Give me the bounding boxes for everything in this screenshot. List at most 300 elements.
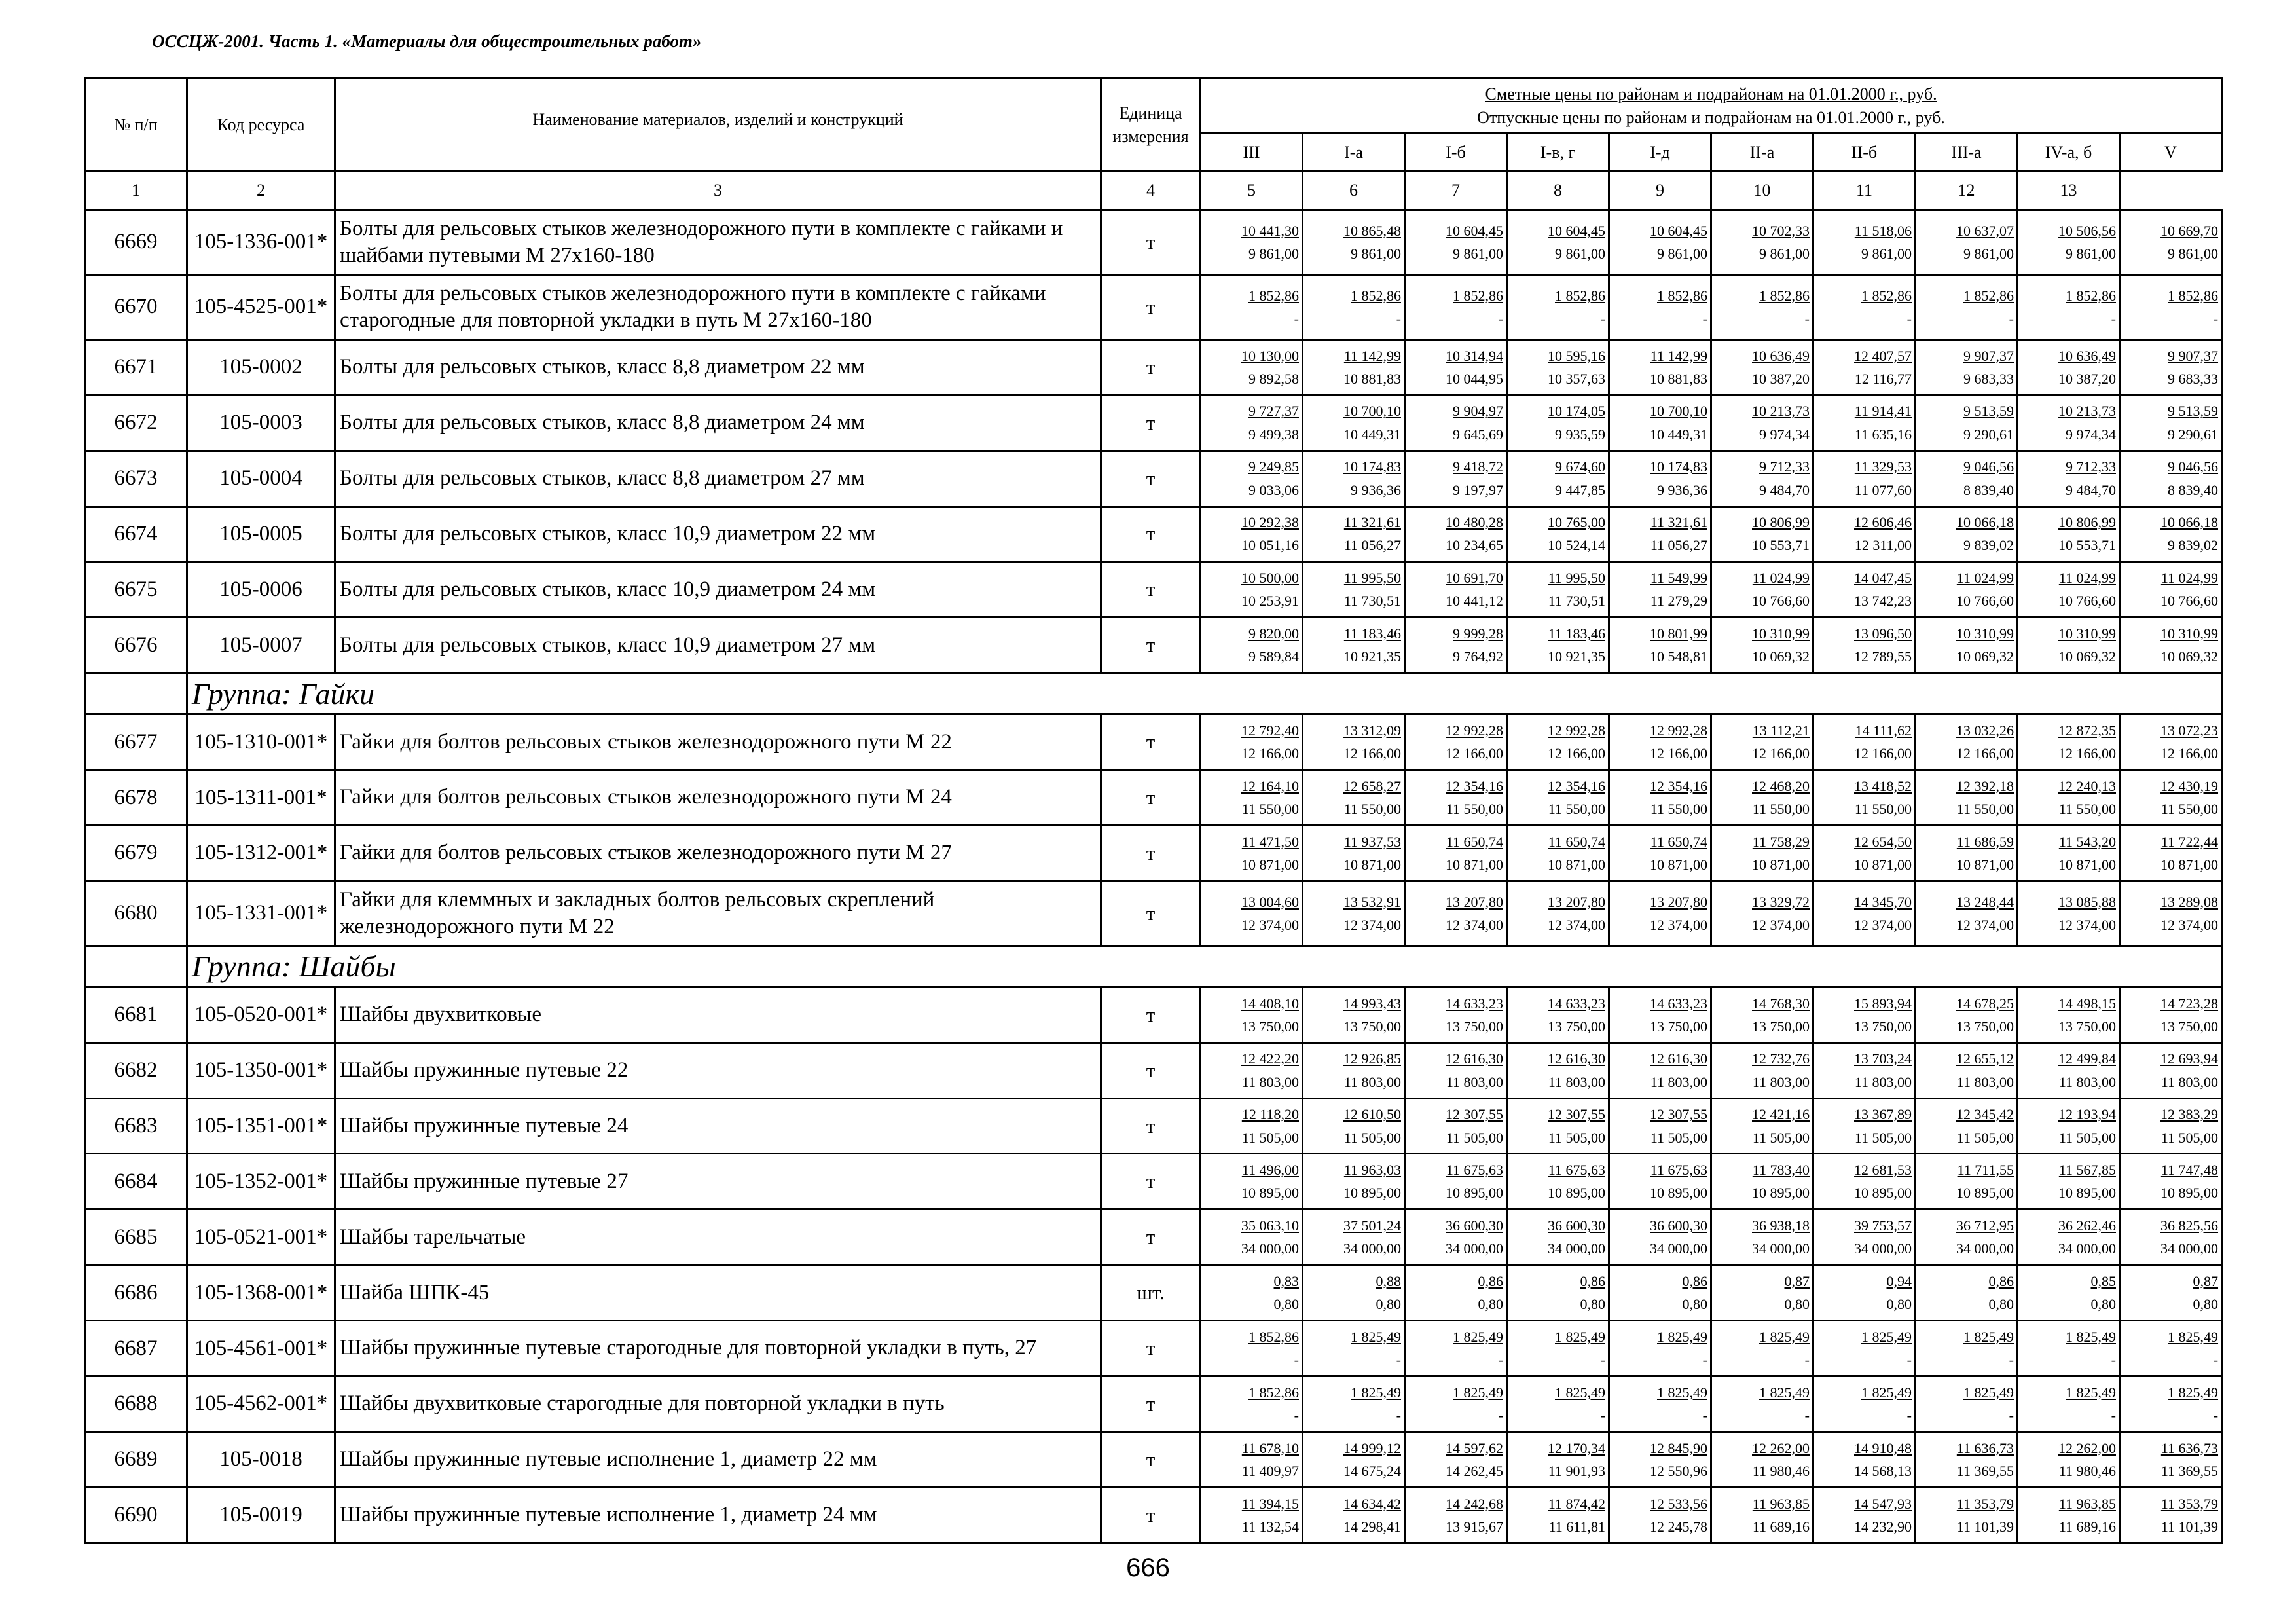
estimate-price: 11 024,99 xyxy=(2058,570,2116,587)
estimate-price: 12 693,94 xyxy=(2160,1050,2219,1067)
release-price: 9 484,70 xyxy=(1759,481,1810,498)
estimate-price: 10 669,70 xyxy=(2160,222,2219,239)
estimate-price: 10 702,33 xyxy=(1752,222,1810,239)
price-cell xyxy=(1303,1431,1405,1487)
release-price: 10 069,32 xyxy=(2058,648,2116,665)
table-row xyxy=(85,210,2222,275)
release-price: - xyxy=(1804,1407,1810,1424)
estimate-price: 12 616,30 xyxy=(1548,1050,1605,1067)
estimate-price: 1 852,86 xyxy=(1453,287,1503,304)
row-number: 6680 xyxy=(85,881,187,946)
release-price: 0,80 xyxy=(1886,1296,1912,1313)
table-row xyxy=(85,825,2222,881)
price-cell xyxy=(2018,881,2120,946)
unit-of-measure: т xyxy=(1101,1487,1201,1543)
estimate-price: 12 307,55 xyxy=(1446,1106,1503,1123)
estimate-price: 11 142,99 xyxy=(1343,347,1401,364)
estimate-price: 11 675,63 xyxy=(1650,1162,1707,1179)
release-price: 9 935,59 xyxy=(1555,426,1605,443)
row-number: 6687 xyxy=(85,1321,187,1376)
row-number: 6689 xyxy=(85,1431,187,1487)
estimate-price: 1 852,86 xyxy=(1759,287,1810,304)
estimate-price: 11 183,46 xyxy=(1548,625,1605,642)
estimate-price: 1 825,49 xyxy=(1351,1328,1401,1345)
release-price: 0,80 xyxy=(1580,1296,1605,1313)
price-cell xyxy=(1507,395,1609,451)
release-price: 34 000,00 xyxy=(1752,1240,1810,1257)
estimate-price: 11 914,41 xyxy=(1854,403,1912,420)
estimate-price: 11 636,73 xyxy=(2160,1439,2219,1456)
price-cell xyxy=(2120,506,2222,562)
material-name: Шайбы двухвитковые xyxy=(335,987,1101,1043)
release-price: 11 409,97 xyxy=(1241,1462,1299,1479)
estimate-price: 12 792,40 xyxy=(1241,722,1299,739)
price-cell xyxy=(1507,987,1609,1043)
release-price: 11 550,00 xyxy=(2058,801,2116,818)
estimate-price: 12 307,55 xyxy=(1548,1106,1605,1123)
estimate-price: 10 310,99 xyxy=(1752,625,1810,642)
price-cell xyxy=(1609,451,1711,506)
group-title: Группа: Шайбы xyxy=(187,946,2222,987)
estimate-price: 1 825,49 xyxy=(2066,1384,2116,1401)
release-price: 14 298,41 xyxy=(1343,1518,1401,1535)
release-price: 10 069,32 xyxy=(1956,648,2014,665)
price-cell xyxy=(1609,1265,1711,1321)
price-cell xyxy=(1507,1154,1609,1209)
estimate-price: 14 910,48 xyxy=(1854,1439,1912,1456)
estimate-price: 11 496,00 xyxy=(1241,1162,1299,1179)
header-region: I-в, г xyxy=(1507,134,1609,172)
estimate-price: 12 193,94 xyxy=(2058,1106,2116,1123)
table-body xyxy=(85,210,2222,1543)
estimate-price: 12 926,85 xyxy=(1343,1050,1401,1067)
release-price: - xyxy=(1396,310,1401,327)
table-row xyxy=(85,618,2222,673)
estimate-price: 1 825,49 xyxy=(2168,1328,2219,1345)
estimate-price: 10 636,49 xyxy=(1752,347,1810,364)
price-cell xyxy=(1711,618,1813,673)
price-cell xyxy=(2018,618,2120,673)
release-price: - xyxy=(1906,310,1912,327)
price-cell xyxy=(1813,562,1916,618)
price-cell xyxy=(1405,1154,1507,1209)
table-row xyxy=(85,339,2222,395)
release-price: 12 374,00 xyxy=(1650,916,1707,933)
material-name: Гайки для болтов рельсовых стыков железнодорожного пути М 22 xyxy=(335,714,1101,770)
release-price: 12 116,77 xyxy=(1854,370,1912,387)
price-cell xyxy=(1507,618,1609,673)
estimate-price: 12 681,53 xyxy=(1854,1162,1912,1179)
table-row xyxy=(85,770,2222,826)
price-cell xyxy=(1609,395,1711,451)
unit-of-measure: т xyxy=(1101,274,1201,339)
estimate-price: 0,86 xyxy=(1580,1272,1605,1289)
price-cell xyxy=(1405,825,1507,881)
price-cell xyxy=(1405,562,1507,618)
material-name: Болты для рельсовых стыков, класс 10,9 диаметром 22 мм xyxy=(335,506,1101,562)
estimate-price: 14 597,62 xyxy=(1446,1439,1503,1456)
table-row xyxy=(85,1154,2222,1209)
estimate-price: 12 392,18 xyxy=(1956,777,2014,794)
price-cell xyxy=(1303,506,1405,562)
release-price: 11 803,00 xyxy=(1343,1073,1401,1090)
estimate-price: 10 700,10 xyxy=(1650,403,1707,420)
price-cell xyxy=(2120,987,2222,1043)
price-cell xyxy=(1711,987,1813,1043)
release-price: 0,80 xyxy=(1478,1296,1503,1313)
price-cell xyxy=(2120,825,2222,881)
price-cell xyxy=(2120,1209,2222,1265)
column-number: 4 xyxy=(1101,172,1201,210)
estimate-price: 12 992,28 xyxy=(1446,722,1503,739)
price-cell xyxy=(1711,1098,1813,1154)
release-price: 11 101,39 xyxy=(1956,1518,2014,1535)
release-price: 11 730,51 xyxy=(1548,593,1605,610)
release-price: 13 750,00 xyxy=(1548,1018,1605,1035)
release-price: 10 895,00 xyxy=(1446,1185,1503,1202)
estimate-price: 1 825,49 xyxy=(1453,1384,1503,1401)
price-cell xyxy=(1303,210,1405,275)
estimate-price: 10 691,70 xyxy=(1446,570,1503,587)
estimate-price: 11 024,99 xyxy=(2160,570,2219,587)
price-cell xyxy=(1405,1265,1507,1321)
price-cell xyxy=(1813,1265,1916,1321)
release-price: 34 000,00 xyxy=(1446,1240,1503,1257)
estimate-price: 0,87 xyxy=(1784,1272,1810,1289)
header-region: III-а xyxy=(1916,134,2018,172)
estimate-price: 14 723,28 xyxy=(2160,995,2219,1012)
release-price: 12 166,00 xyxy=(1956,745,2014,762)
price-cell xyxy=(1405,451,1507,506)
price-cell xyxy=(1303,339,1405,395)
estimate-price: 12 170,34 xyxy=(1548,1439,1605,1456)
release-price: 10 881,83 xyxy=(1650,370,1707,387)
estimate-price: 10 806,99 xyxy=(2058,514,2116,531)
price-cell xyxy=(2018,1376,2120,1432)
release-price: 9 861,00 xyxy=(1861,245,1912,262)
table-row xyxy=(85,274,2222,339)
estimate-price: 11 024,99 xyxy=(1956,570,2014,587)
price-cell xyxy=(1507,1098,1609,1154)
estimate-price: 12 383,29 xyxy=(2160,1106,2219,1123)
release-price: 10 387,20 xyxy=(2058,370,2116,387)
price-cell xyxy=(1507,770,1609,826)
estimate-price: 12 872,35 xyxy=(2058,722,2116,739)
estimate-price: 12 118,20 xyxy=(1241,1106,1299,1123)
price-cell xyxy=(1609,881,1711,946)
row-number: 6670 xyxy=(85,274,187,339)
release-price: 34 000,00 xyxy=(1956,1240,2014,1257)
unit-of-measure: т xyxy=(1101,210,1201,275)
release-price: 12 166,00 xyxy=(1343,745,1401,762)
resource-code: 105-0004 xyxy=(187,451,335,506)
price-cell xyxy=(1916,506,2018,562)
release-price: 11 077,60 xyxy=(1854,481,1912,498)
release-price: 10 044,95 xyxy=(1446,370,1503,387)
price-cell xyxy=(2120,881,2222,946)
estimate-price: 36 262,46 xyxy=(2058,1217,2116,1234)
header-prices-otp: Отпускные цены по районам и подрайонам на 01.01.2000 г., руб. xyxy=(1477,107,1945,127)
table-row xyxy=(85,562,2222,618)
group-spacer xyxy=(85,946,187,987)
estimate-price: 9 907,37 xyxy=(1963,347,2014,364)
release-price: 11 056,27 xyxy=(1343,537,1401,554)
price-cell xyxy=(2018,1154,2120,1209)
price-cell xyxy=(1916,618,2018,673)
estimate-price: 12 845,90 xyxy=(1650,1439,1707,1456)
price-cell xyxy=(1916,881,2018,946)
row-number: 6688 xyxy=(85,1376,187,1432)
header-no: № п/п xyxy=(85,79,187,172)
release-price: - xyxy=(1294,1407,1299,1424)
release-price: 9 499,38 xyxy=(1248,426,1299,443)
release-price: 9 861,00 xyxy=(2066,245,2116,262)
estimate-price: 0,83 xyxy=(1273,1272,1299,1289)
price-cell xyxy=(1405,1209,1507,1265)
release-price: 9 892,58 xyxy=(1248,370,1299,387)
release-price: 34 000,00 xyxy=(1241,1240,1299,1257)
header-region: II-а xyxy=(1711,134,1813,172)
estimate-price: 9 999,28 xyxy=(1453,625,1503,642)
release-price: 34 000,00 xyxy=(1343,1240,1401,1257)
price-cell xyxy=(2120,1431,2222,1487)
release-price: - xyxy=(2009,310,2014,327)
estimate-price: 11 711,55 xyxy=(1957,1162,2014,1179)
estimate-price: 0,86 xyxy=(1478,1272,1503,1289)
estimate-price: 14 498,15 xyxy=(2058,995,2116,1012)
column-number: 12 xyxy=(1916,172,2018,210)
estimate-price: 36 938,18 xyxy=(1752,1217,1810,1234)
release-price: 10 441,12 xyxy=(1446,593,1503,610)
estimate-price: 1 852,86 xyxy=(1248,287,1299,304)
estimate-price: 9 727,37 xyxy=(1248,403,1299,420)
release-price: 11 550,00 xyxy=(1854,801,1912,818)
release-price: 10 871,00 xyxy=(2160,856,2219,873)
estimate-price: 13 004,60 xyxy=(1241,893,1299,910)
material-name: Болты для рельсовых стыков, класс 10,9 диаметром 27 мм xyxy=(335,618,1101,673)
release-price: 9 861,00 xyxy=(1963,245,2014,262)
release-price: 10 871,00 xyxy=(1446,856,1503,873)
release-price: 0,80 xyxy=(1784,1296,1810,1313)
release-price: - xyxy=(2111,1407,2116,1424)
release-price: - xyxy=(1600,1352,1605,1369)
estimate-price: 39 753,57 xyxy=(1854,1217,1912,1234)
price-cell xyxy=(1303,1154,1405,1209)
price-cell xyxy=(1609,618,1711,673)
material-name: Шайбы пружинные путевые исполнение 1, диаметр 24 мм xyxy=(335,1487,1101,1543)
release-price: 12 166,00 xyxy=(1752,745,1810,762)
price-cell xyxy=(1507,274,1609,339)
estimate-price: 11 650,74 xyxy=(1650,833,1707,850)
resource-code: 105-0005 xyxy=(187,506,335,562)
price-cell xyxy=(1405,395,1507,451)
estimate-price: 9 046,56 xyxy=(1963,458,2014,475)
release-price: 10 895,00 xyxy=(1343,1185,1401,1202)
estimate-price: 11 549,99 xyxy=(1650,570,1707,587)
price-cell xyxy=(2018,339,2120,395)
estimate-price: 11 518,06 xyxy=(1854,222,1912,239)
estimate-price: 10 801,99 xyxy=(1650,625,1707,642)
estimate-price: 13 096,50 xyxy=(1854,625,1912,642)
release-price: 34 000,00 xyxy=(1650,1240,1707,1257)
price-cell xyxy=(1916,1209,2018,1265)
estimate-price: 14 633,23 xyxy=(1548,995,1605,1012)
unit-of-measure: т xyxy=(1101,881,1201,946)
price-cell xyxy=(1916,339,2018,395)
release-price: 13 750,00 xyxy=(1752,1018,1810,1035)
estimate-price: 11 995,50 xyxy=(1343,570,1401,587)
estimate-price: 9 418,72 xyxy=(1453,458,1503,475)
release-price: - xyxy=(2213,1407,2219,1424)
release-price: 11 611,81 xyxy=(1548,1518,1605,1535)
estimate-price: 12 422,20 xyxy=(1241,1050,1299,1067)
price-cell xyxy=(1507,1209,1609,1265)
release-price: 12 550,96 xyxy=(1650,1462,1707,1479)
estimate-price: 12 354,16 xyxy=(1446,777,1503,794)
row-number: 6678 xyxy=(85,770,187,826)
price-cell xyxy=(1405,987,1507,1043)
release-price: 10 895,00 xyxy=(1548,1185,1605,1202)
estimate-price: 9 674,60 xyxy=(1555,458,1605,475)
estimate-price: 10 765,00 xyxy=(1548,514,1605,531)
unit-of-measure: т xyxy=(1101,1209,1201,1265)
estimate-price: 12 610,50 xyxy=(1343,1106,1401,1123)
price-cell xyxy=(1303,825,1405,881)
price-cell xyxy=(1813,1376,1916,1432)
estimate-price: 1 825,49 xyxy=(1351,1384,1401,1401)
price-cell xyxy=(1507,825,1609,881)
release-price: 10 871,00 xyxy=(1956,856,2014,873)
estimate-price: 10 310,99 xyxy=(2160,625,2219,642)
resource-code: 105-0018 xyxy=(187,1431,335,1487)
price-cell xyxy=(1813,274,1916,339)
release-price: 9 861,00 xyxy=(1759,245,1810,262)
release-price: 10 553,71 xyxy=(1752,537,1810,554)
release-price: 11 056,27 xyxy=(1650,537,1707,554)
release-price: 12 374,00 xyxy=(1241,916,1299,933)
estimate-price: 36 600,30 xyxy=(1650,1217,1707,1234)
release-price: 9 683,33 xyxy=(1963,370,2014,387)
release-price: 11 369,55 xyxy=(1956,1462,2014,1479)
release-price: 13 750,00 xyxy=(1956,1018,2014,1035)
estimate-price: 13 207,80 xyxy=(1650,893,1707,910)
release-price: 11 689,16 xyxy=(2058,1518,2116,1535)
release-price: 11 803,00 xyxy=(2058,1073,2116,1090)
release-price: 9 484,70 xyxy=(2066,481,2116,498)
release-price: 11 803,00 xyxy=(2160,1073,2219,1090)
release-price: 0,80 xyxy=(1273,1296,1299,1313)
release-price: 34 000,00 xyxy=(2160,1240,2219,1257)
release-price: 34 000,00 xyxy=(1854,1240,1912,1257)
estimate-price: 1 852,86 xyxy=(2066,287,2116,304)
release-price: 0,80 xyxy=(2193,1296,2219,1313)
release-price: - xyxy=(1906,1407,1912,1424)
price-cell xyxy=(2120,339,2222,395)
release-price: 12 374,00 xyxy=(1548,916,1605,933)
estimate-price: 11 183,46 xyxy=(1343,625,1401,642)
price-cell xyxy=(1201,562,1303,618)
release-price: - xyxy=(1294,310,1299,327)
release-price: - xyxy=(1702,1407,1707,1424)
price-cell xyxy=(1201,987,1303,1043)
column-number: 9 xyxy=(1609,172,1711,210)
release-price: 12 374,00 xyxy=(2058,916,2116,933)
release-price: 8 839,40 xyxy=(2168,481,2219,498)
estimate-price: 13 289,08 xyxy=(2160,893,2219,910)
release-price: 13 750,00 xyxy=(1854,1018,1912,1035)
estimate-price: 1 825,49 xyxy=(1453,1328,1503,1345)
price-cell xyxy=(1711,881,1813,946)
price-cell xyxy=(1711,1209,1813,1265)
resource-code: 105-1351-001* xyxy=(187,1098,335,1154)
estimate-price: 11 758,29 xyxy=(1752,833,1810,850)
row-number: 6686 xyxy=(85,1265,187,1321)
estimate-price: 1 825,49 xyxy=(1657,1328,1707,1345)
estimate-price: 12 407,57 xyxy=(1854,347,1912,364)
price-cell xyxy=(1201,339,1303,395)
table-row xyxy=(85,1209,2222,1265)
release-price: 12 374,00 xyxy=(1854,916,1912,933)
price-cell xyxy=(1711,562,1813,618)
price-cell xyxy=(1813,881,1916,946)
estimate-price: 11 675,63 xyxy=(1446,1162,1503,1179)
price-cell xyxy=(1813,1154,1916,1209)
estimate-price: 1 852,86 xyxy=(1248,1328,1299,1345)
estimate-price: 13 703,24 xyxy=(1854,1050,1912,1067)
unit-of-measure: шт. xyxy=(1101,1265,1201,1321)
estimate-price: 1 825,49 xyxy=(1861,1328,1912,1345)
estimate-price: 12 654,50 xyxy=(1854,833,1912,850)
release-price: 9 861,00 xyxy=(1248,245,1299,262)
price-cell xyxy=(1201,825,1303,881)
table-row xyxy=(85,1487,2222,1543)
price-cell xyxy=(1201,506,1303,562)
estimate-price: 12 421,16 xyxy=(1752,1106,1810,1123)
material-name: Болты для рельсовых стыков, класс 8,8 диаметром 22 мм xyxy=(335,339,1101,395)
release-price: - xyxy=(1396,1352,1401,1369)
estimate-price: 1 825,49 xyxy=(1657,1384,1707,1401)
estimate-price: 11 650,74 xyxy=(1548,833,1605,850)
estimate-price: 13 312,09 xyxy=(1343,722,1401,739)
estimate-price: 12 606,46 xyxy=(1854,514,1912,531)
estimate-price: 1 852,86 xyxy=(1555,287,1605,304)
price-cell xyxy=(1303,1376,1405,1432)
table-row xyxy=(85,395,2222,451)
release-price: - xyxy=(1294,1352,1299,1369)
price-cell xyxy=(1507,339,1609,395)
material-name: Шайбы пружинные путевые 22 xyxy=(335,1043,1101,1098)
price-cell xyxy=(1201,210,1303,275)
resource-code: 105-1336-001* xyxy=(187,210,335,275)
price-cell xyxy=(2120,618,2222,673)
release-price: 9 645,69 xyxy=(1453,426,1503,443)
price-cell xyxy=(1405,274,1507,339)
price-cell xyxy=(1201,618,1303,673)
estimate-price: 10 480,28 xyxy=(1446,514,1503,531)
document-title: ОССЦЖ-2001. Часть 1. «Материалы для общестроительных работ» xyxy=(152,31,702,51)
price-cell xyxy=(1916,714,2018,770)
release-price: 9 861,00 xyxy=(1453,245,1503,262)
price-cell xyxy=(1711,210,1813,275)
price-cell xyxy=(1916,987,2018,1043)
estimate-price: 12 616,30 xyxy=(1650,1050,1707,1067)
release-price: 9 197,97 xyxy=(1453,481,1503,498)
unit-of-measure: т xyxy=(1101,987,1201,1043)
unit-of-measure: т xyxy=(1101,562,1201,618)
estimate-price: 11 650,74 xyxy=(1446,833,1503,850)
group-row xyxy=(85,673,2222,714)
estimate-price: 12 992,28 xyxy=(1548,722,1605,739)
